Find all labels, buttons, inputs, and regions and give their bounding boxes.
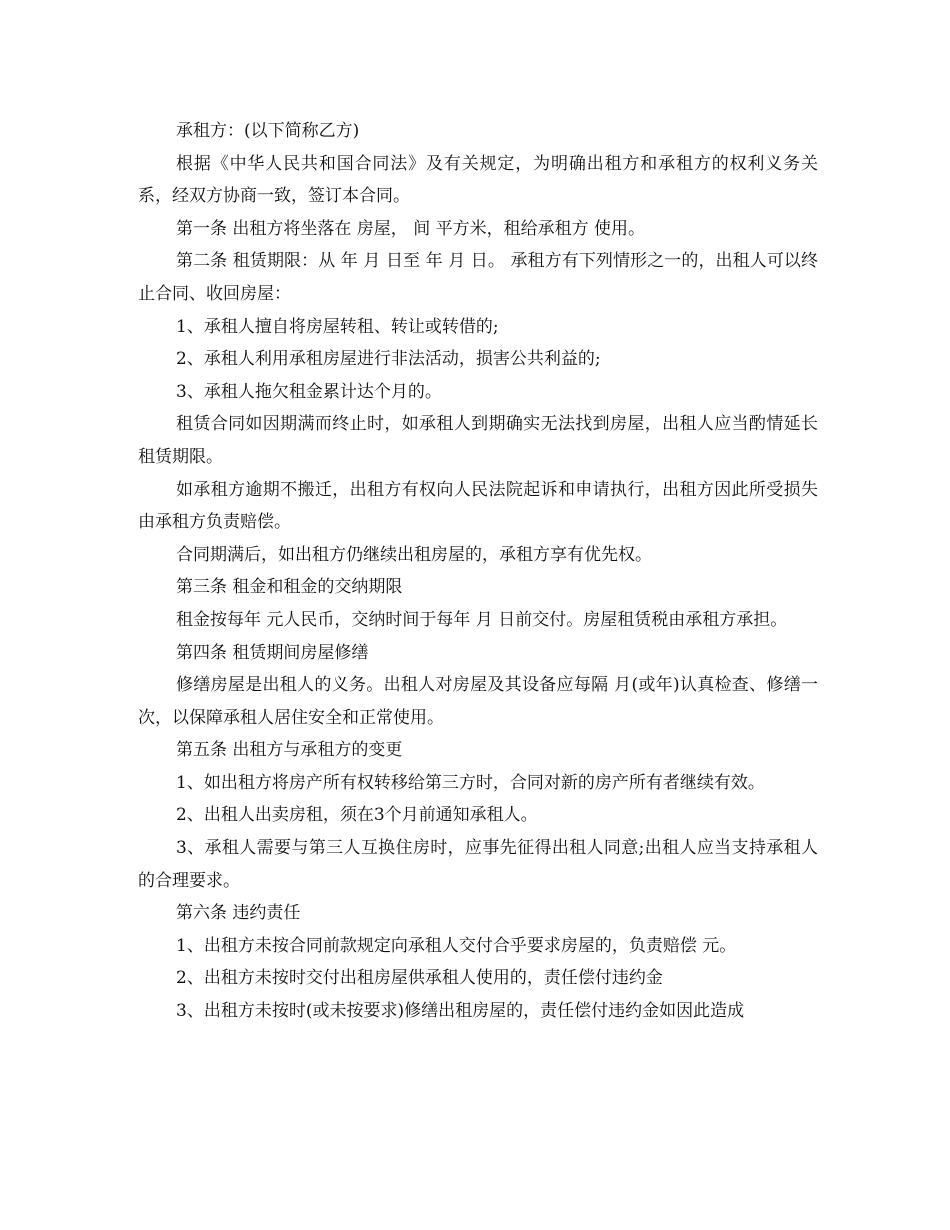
paragraph-article-4-heading: 第四条 租赁期间房屋修缮 [176, 642, 369, 663]
document-body [138, 115, 818, 1028]
paragraph-article-3-rent: 租金按每年 元人民币，交纳时间于每年 月 日前交付。房屋租赁税由承租方承担。 [176, 609, 788, 630]
paragraph-lessee-intro: 承租方：(以下简称乙方) [176, 121, 360, 141]
paragraph-article-1: 第一条 出租方将坐落在 房屋， 间 平方米，租给承租方 使用。 [176, 218, 646, 239]
paragraph-article-4-repair: 修缮房屋是出租人的义务。出租人对房屋及其设备应每隔 月(或年)认真检查、修缮一次，以保障承租人居住安全和正常使用。 [138, 675, 818, 728]
paragraph-article-5-heading: 第五条 出租方与承租方的变更 [176, 740, 403, 761]
paragraph-priority-right: 合同期满后，如出租方仍继续出租房屋的，承租方享有优先权。 [176, 544, 652, 565]
paragraph-preamble: 根据《中华人民共和国合同法》及有关规定，为明确出租方和承租方的权利义务关系，经双方协商一致，签订本合同。 [138, 153, 818, 207]
paragraph-article-6-item-1: 1、出租方未按合同前款规定向承租人交付合乎要求房屋的，负责赔偿 元。 [176, 935, 737, 956]
paragraph-article-5-item-1: 1、如出租方将房产所有权转移给第三方时，合同对新的房产所有者继续有效。 [176, 772, 765, 793]
paragraph-article-6-heading: 第六条 违约责任 [176, 903, 301, 924]
paragraph-article-2-item-3: 3、承租人拖欠租金累计达个月的。 [176, 381, 442, 402]
paragraph-article-6-item-2: 2、出租方未按时交付出租房屋供承租人使用的，责任偿付违约金 [176, 968, 663, 989]
paragraph-article-5-item-2: 2、出租人出卖房租，须在3个月前通知承租人。 [176, 805, 538, 826]
paragraph-article-2-item-2: 2、承租人利用承租房屋进行非法活动，损害公共利益的; [176, 349, 601, 370]
paragraph-article-3-heading: 第三条 租金和租金的交纳期限 [176, 577, 403, 598]
paragraph-article-6-item-3: 3、出租方未按时(或未按要求)修缮出租房屋的，责任偿付违约金如因此造成 [176, 1001, 745, 1022]
paragraph-overdue-move: 如承租方逾期不搬迁，出租方有权向人民法院起诉和申请执行，出租方因此所受损失由承租方负责赔偿。 [138, 479, 818, 533]
paragraph-article-2-item-1: 1、承租人擅自将房屋转租、转让或转借的; [176, 316, 499, 337]
paragraph-article-5-item-3: 3、承租人需要与第三人互换住房时，应事先征得出租人同意;出租人应当支持承租人的合理要求。 [138, 838, 818, 891]
paragraph-article-2: 第二条 租赁期限：从 年 月 日至 年 月 日。 承租方有下列情形之一的，出租人可以终止合同、收回房屋： [138, 251, 818, 304]
paragraph-lease-expiry: 租赁合同如因期满而终止时，如承租人到期确实无法找到房屋，出租人应当酌情延长租赁期限。 [138, 414, 818, 467]
